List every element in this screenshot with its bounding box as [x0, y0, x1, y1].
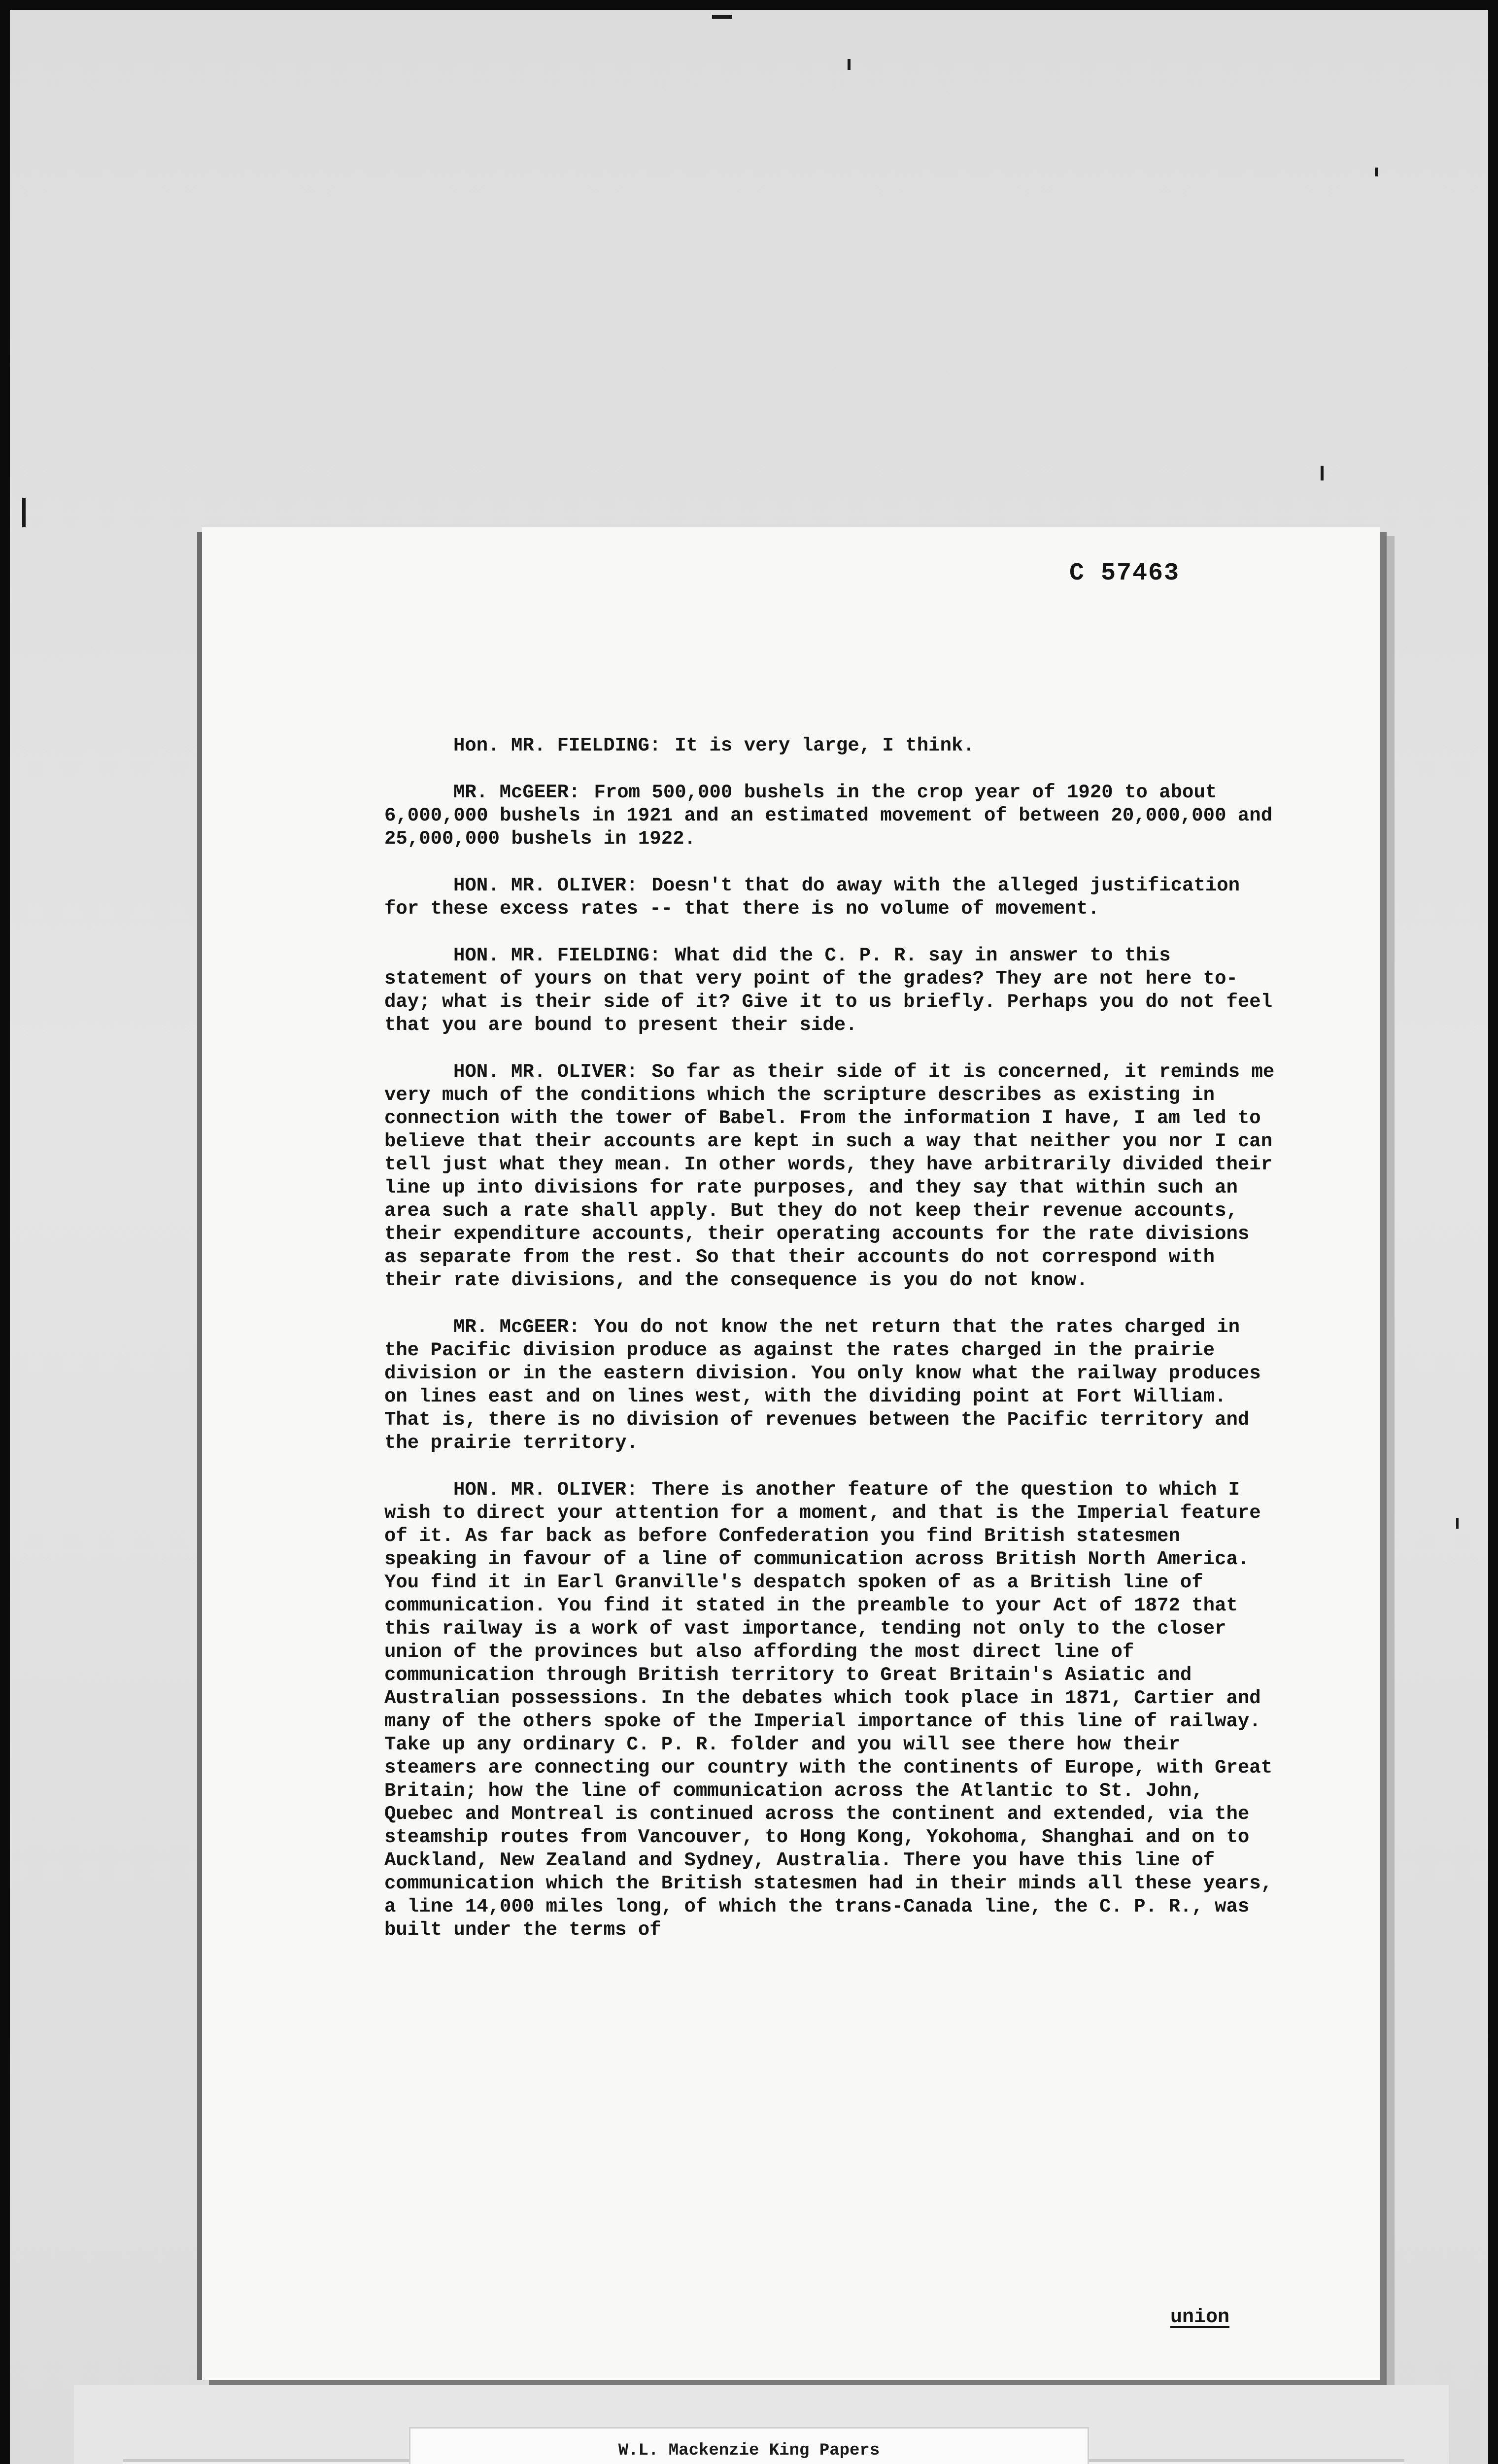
- speaker-label: MR. McGEER:: [453, 782, 580, 803]
- paragraph-text: It is very large, I think.: [675, 735, 975, 756]
- film-speck: [1375, 168, 1378, 176]
- speaker-label: Hon. MR. FIELDING:: [453, 735, 661, 756]
- film-speck: [848, 59, 851, 70]
- paragraph-text: What did the C. P. R. say in answer to this statement of yours on that very point of the grades? They are not here to-day; what is their side of it? Give it to us briefly. Perhaps you do not feel that you are bound to present their side.: [384, 945, 1273, 1036]
- film-speck: [712, 15, 732, 19]
- speaker-label: HON. MR. OLIVER:: [453, 875, 638, 896]
- catchword: union: [1170, 2306, 1230, 2328]
- film-speck: [1321, 466, 1324, 480]
- collection-label: [409, 2427, 1089, 2464]
- paragraph-text: From 500,000 bushels in the crop year of 1920 to about 6,000,000 bushels in 1921 and an estimated movement of between 20,000,000 and 25,000,000 bushels in 1922.: [384, 782, 1273, 850]
- speaker-label: HON. MR. FIELDING:: [453, 945, 661, 966]
- paragraph: [384, 874, 1281, 921]
- paragraph: [384, 1061, 1281, 1292]
- speaker-label: HON. MR. OLIVER:: [453, 1061, 638, 1083]
- speaker-label: HON. MR. OLIVER:: [453, 1479, 638, 1501]
- collection-name: W.L. Mackenzie King Papers: [618, 2441, 880, 2460]
- paragraph: [384, 734, 1281, 757]
- document-body: [384, 734, 1281, 1965]
- paragraph-text: You do not know the net return that the rates charged in the Pacific division produce as against the rates charged in the prairie division or in the eastern division. You only know what the railway produces on lines east and on lines west, with the dividing point at Fort William. That is, there is no division of revenues between the Pacific territory and the prairie territory.: [384, 1316, 1261, 1454]
- paragraph-text: So far as their side of it is concerned, it reminds me very much of the conditions which the scripture describes as existing in connection with the tower of Babel. From the information I have, I am led to believe that their accounts are kept in such a way that neither you nor I can tell just what they mean. In other words, they have arbitrarily divided their line up into divisions for rate purposes, and they say that within such an area such a rate shall apply. But they do not keep their revenue accounts, their expenditure accounts, their operating accounts for the rate divisions as separate from the rest. So that their accounts do not correspond with their rate divisions, and the consequence is you do not know.: [384, 1061, 1275, 1291]
- document-number: C 57463: [1069, 559, 1180, 587]
- paragraph: [384, 1478, 1281, 1942]
- paragraph: [384, 1316, 1281, 1455]
- paragraph: [384, 781, 1281, 851]
- film-speck: [1456, 1518, 1459, 1529]
- paragraph-text: Doesn't that do away with the alleged justification for these excess rates -- that there is no volume of movement.: [384, 875, 1240, 920]
- paragraph-text: There is another feature of the question to which I wish to direct your attention for a moment, and that is the Imperial feature of it. As far back as before Confederation you find British statesmen speaking in favour of a line of communication across British North America. You find it in Earl Granville's despatch spoken of as a British line of communication. You find it stated in the preamble to your Act of 1872 that this railway is a work of vast importance, tending not only to the closer union of the provinces but also affording the most direct line of communication through British territory to Great Britain's Asiatic and Australian possessions. In the debates which took place in 1871, Cartier and many of the others spoke of the Imperial importance of this line of railway. Take up any ordinary C. P. R. folder and you will see there how their steamers are connecting our country with the continents of Europe, with Great Britain; how the line of communication across the Atlantic to St. John, Quebec and Montreal is continued across the continent and extended, via the steamship routes from Vancouver, to Hong Kong, Yokohoma, Shanghai and on to Auckland, New Zealand and Sydney, Australia. There you have this line of communication which the British statesmen had in their minds all these years, a line 14,000 miles long, of which the trans-Canada line, the C. P. R., was built under the terms of: [384, 1479, 1273, 1941]
- paragraph: [384, 944, 1281, 1037]
- film-speck: [22, 498, 26, 527]
- speaker-label: MR. McGEER:: [453, 1316, 580, 1338]
